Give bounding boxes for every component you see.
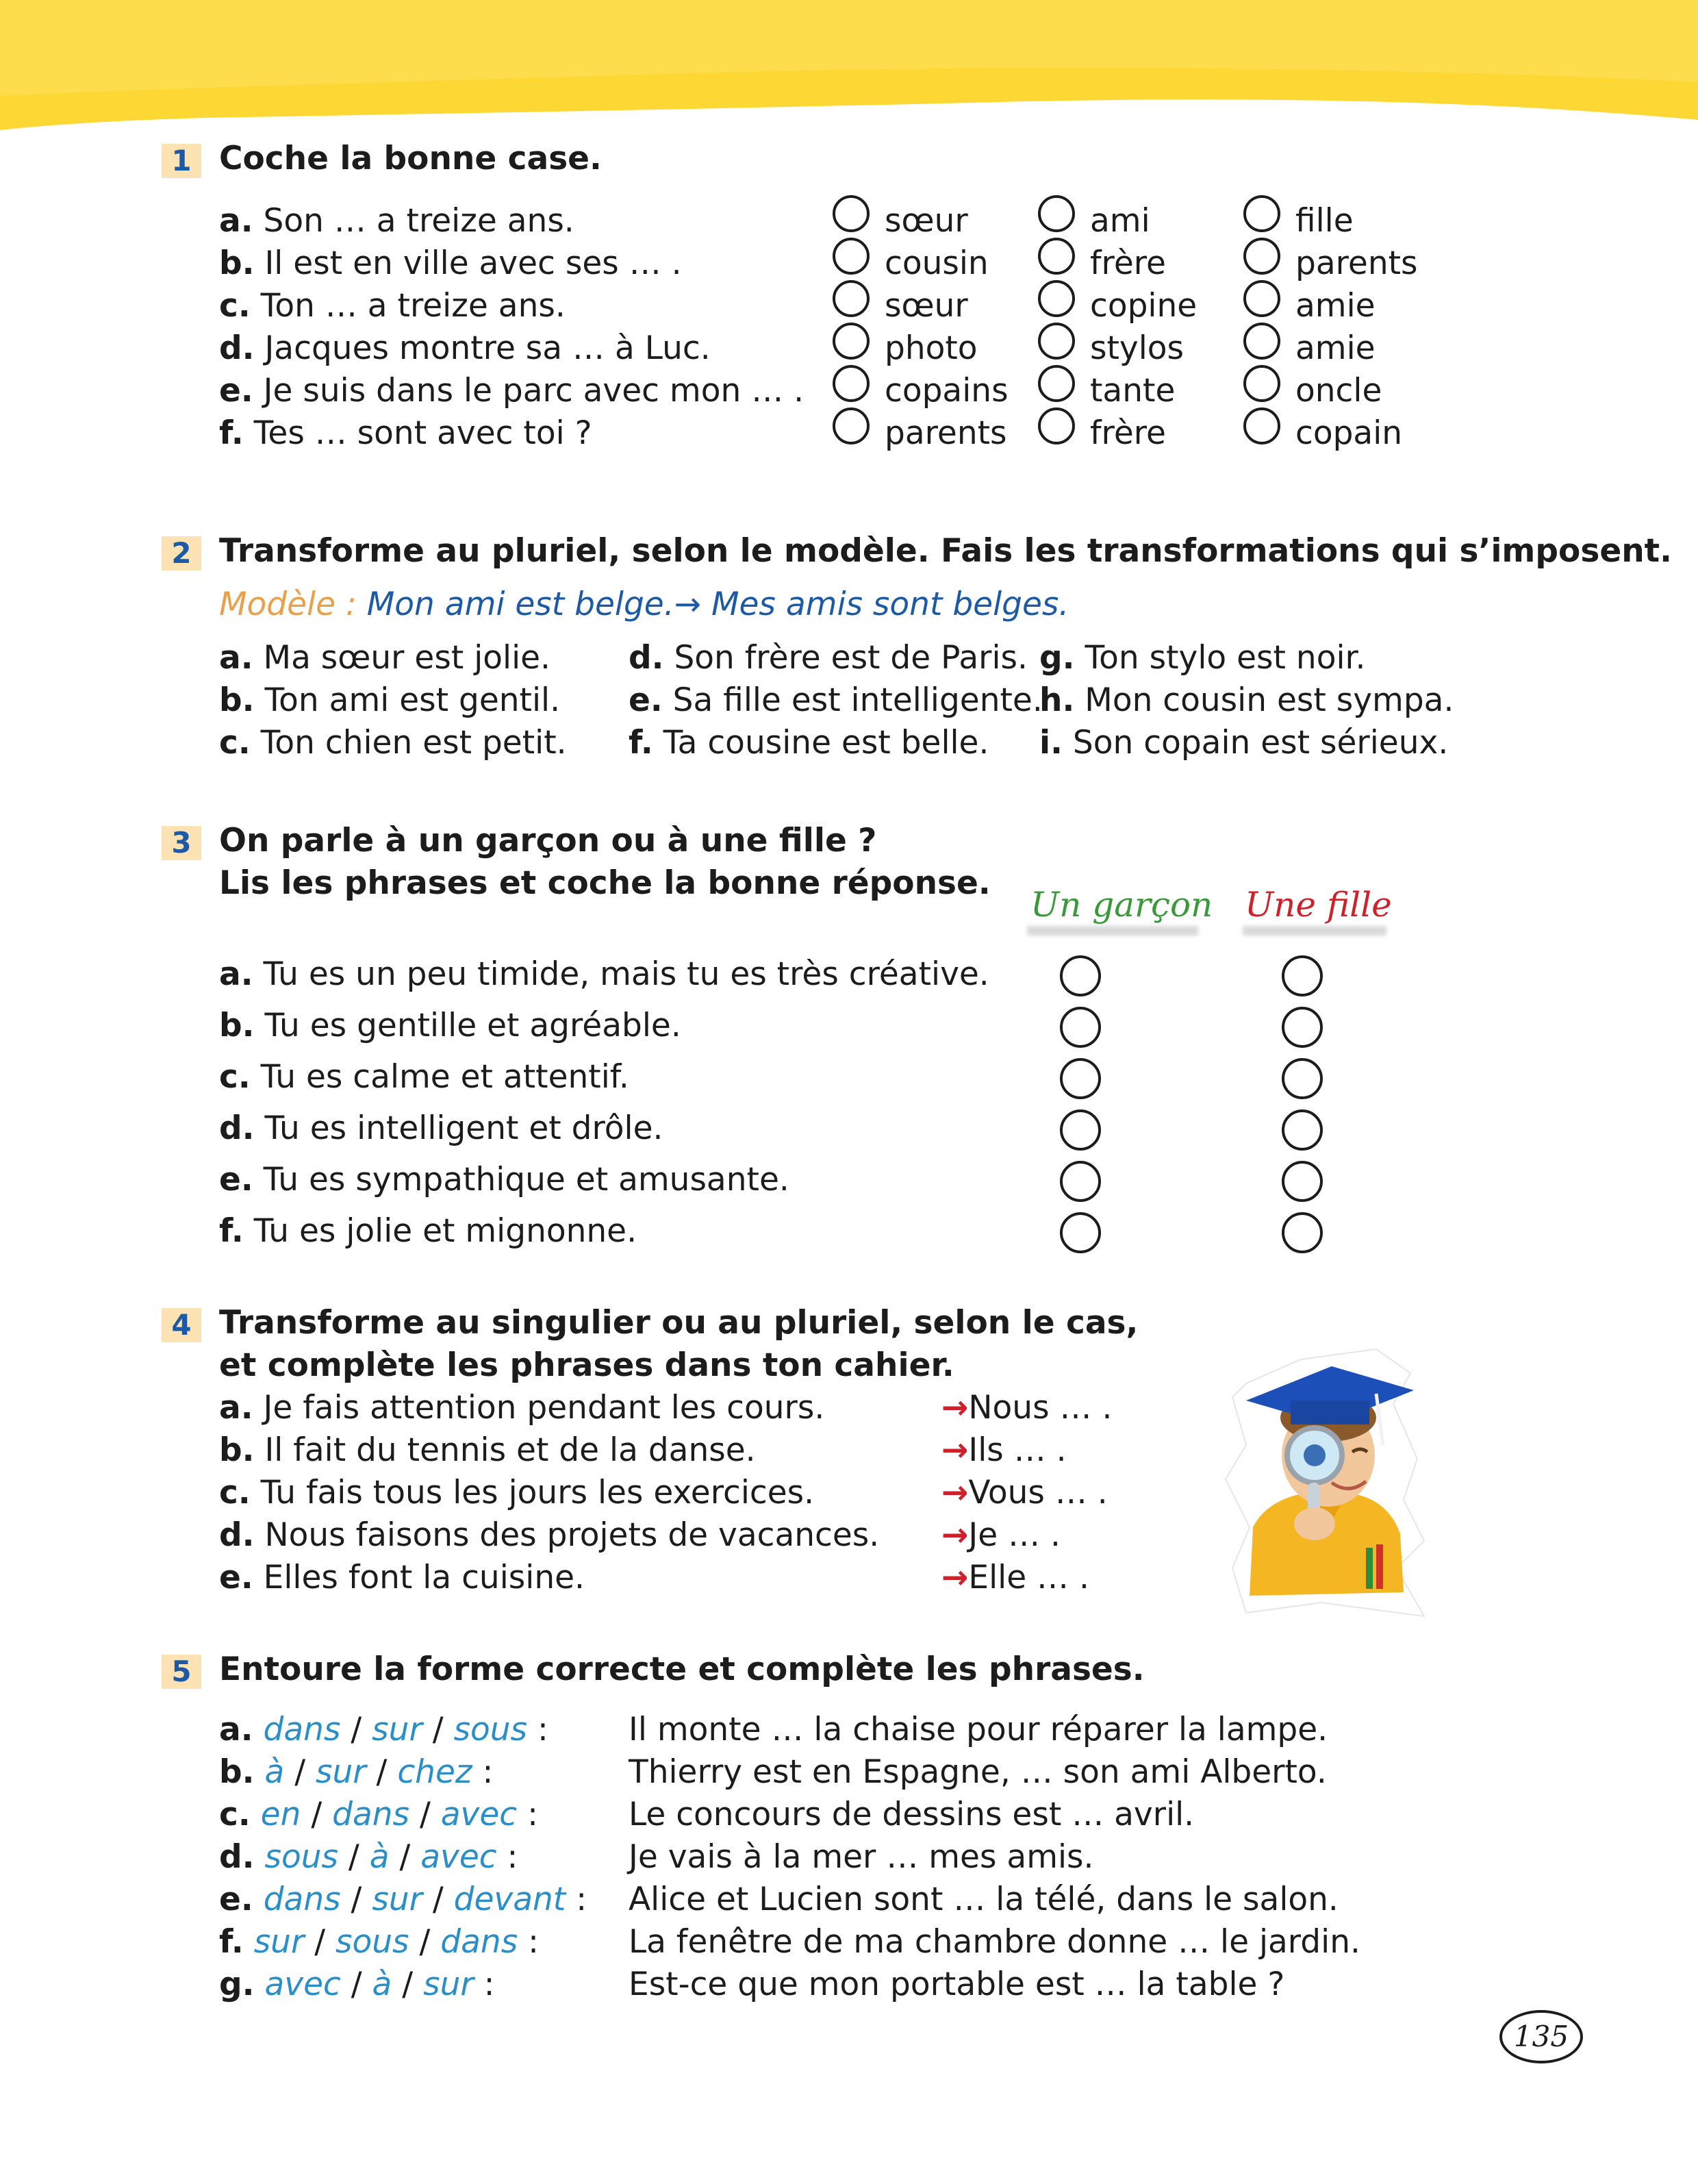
list-item: f. Ta cousine est belle.: [629, 724, 989, 762]
option-label: tante: [1090, 372, 1176, 410]
answer-prompt: →Nous … .: [941, 1389, 1113, 1427]
option-label: copain: [1295, 414, 1403, 452]
list-item: i. Son copain est sérieux.: [1039, 724, 1449, 762]
checkbox-circle[interactable]: [833, 407, 870, 444]
option-label: copains: [885, 372, 1009, 410]
checkbox-circle[interactable]: [1038, 365, 1075, 402]
choice-group: f. sur / sous / dans :: [219, 1923, 539, 1961]
red-arrow-icon: →: [941, 1389, 969, 1427]
column-header-shadow: [1243, 926, 1386, 936]
option-label: cousin: [885, 244, 989, 282]
exercise-3-title-line1: On parle à un garçon ou à une fille ?: [219, 822, 877, 859]
checkbox-circle[interactable]: [833, 365, 870, 402]
list-item: d. Jacques montre sa … à Luc.: [219, 329, 711, 367]
boy-with-magnifier-illustration: [1219, 1342, 1431, 1630]
girl-checkbox[interactable]: [1282, 1007, 1323, 1048]
list-item: b. Tu es gentille et agréable.: [219, 1007, 681, 1044]
checkbox-circle[interactable]: [1243, 280, 1280, 317]
exercise-3-title-line2: Lis les phrases et coche la bonne réponse.: [219, 864, 991, 902]
checkbox-circle[interactable]: [1038, 195, 1075, 232]
checkbox-circle[interactable]: [1243, 407, 1280, 444]
column-header-girl: Une fille: [1245, 885, 1392, 925]
list-item: e. Tu es sympathique et amusante.: [219, 1161, 789, 1198]
red-arrow-icon: →: [941, 1474, 969, 1511]
option-label: amie: [1295, 287, 1376, 325]
sentence: La fenêtre de ma chambre donne … le jardin.: [629, 1923, 1360, 1961]
exercise-5-title: Entoure la forme correcte et complète les phrases.: [219, 1650, 1145, 1688]
list-item: h. Mon cousin est sympa.: [1039, 681, 1454, 719]
list-item: c. Ton chien est petit.: [219, 724, 567, 762]
list-item: a. Ma sœur est jolie.: [219, 639, 550, 677]
red-arrow-icon: →: [941, 1431, 969, 1469]
choice-group: a. dans / sur / sous :: [219, 1711, 548, 1748]
model-label: Modèle :: [219, 586, 357, 623]
sentence: Alice et Lucien sont … la télé, dans le salon.: [629, 1881, 1339, 1918]
checkbox-circle[interactable]: [1038, 238, 1075, 275]
list-item: f. Tu es jolie et mignonne.: [219, 1212, 637, 1250]
girl-checkbox[interactable]: [1282, 1109, 1323, 1151]
answer-prompt: →Je … .: [941, 1516, 1061, 1554]
top-yellow-band: [0, 0, 1698, 137]
exercise-1-number: 1: [162, 144, 201, 178]
checkbox-circle[interactable]: [1038, 280, 1075, 317]
list-item: f. Tes … sont avec toi ?: [219, 414, 592, 452]
checkbox-circle[interactable]: [833, 238, 870, 275]
exercise-3-number: 3: [162, 826, 201, 860]
sentence: Il monte … la chaise pour réparer la lampe.: [629, 1711, 1328, 1748]
list-item: e. Sa fille est intelligente.: [629, 681, 1043, 719]
option-label: parents: [885, 414, 1007, 452]
exercise-2-title: Transforme au pluriel, selon le modèle. Fais les transformations qui s’imposent.: [219, 532, 1672, 570]
boy-checkbox[interactable]: [1060, 1212, 1101, 1253]
list-item: d. Nous faisons des projets de vacances.: [219, 1516, 880, 1554]
checkbox-circle[interactable]: [1243, 323, 1280, 360]
choice-group: b. à / sur / chez :: [219, 1753, 494, 1791]
answer-prompt: →Elle … .: [941, 1559, 1089, 1596]
red-arrow-icon: →: [941, 1516, 969, 1554]
page-number: 135: [1499, 2010, 1583, 2063]
answer-prompt: →Vous … .: [941, 1474, 1108, 1511]
boy-checkbox[interactable]: [1060, 1058, 1101, 1099]
red-arrow-icon: →: [941, 1559, 969, 1596]
option-label: frère: [1090, 244, 1166, 282]
option-label: fille: [1295, 202, 1354, 240]
girl-checkbox[interactable]: [1282, 1212, 1323, 1253]
checkbox-circle[interactable]: [1243, 238, 1280, 275]
column-header-boy: Un garçon: [1030, 885, 1213, 925]
option-label: ami: [1090, 202, 1150, 240]
option-label: sœur: [885, 287, 968, 325]
list-item: a. Son … a treize ans.: [219, 202, 574, 240]
list-item: c. Tu es calme et attentif.: [219, 1058, 629, 1096]
list-item: c. Tu fais tous les jours les exercices.: [219, 1474, 815, 1511]
list-item: b. Il est en ville avec ses … .: [219, 244, 682, 282]
boy-checkbox[interactable]: [1060, 1007, 1101, 1048]
checkbox-circle[interactable]: [1243, 365, 1280, 402]
list-item: e. Elles font la cuisine.: [219, 1559, 585, 1596]
model-text: Mon ami est belge.→ Mes amis sont belges.: [356, 586, 1069, 623]
exercise-4-title-line1: Transforme au singulier ou au pluriel, selon le cas,: [219, 1304, 1139, 1342]
option-label: amie: [1295, 329, 1376, 367]
choice-group: c. en / dans / avec :: [219, 1796, 538, 1833]
exercise-5-number: 5: [162, 1655, 201, 1689]
option-label: photo: [885, 329, 978, 367]
checkbox-circle[interactable]: [1038, 323, 1075, 360]
checkbox-circle[interactable]: [833, 280, 870, 317]
model-example: [219, 586, 1069, 623]
list-item: g. Ton stylo est noir.: [1039, 639, 1366, 677]
list-item: a. Tu es un peu timide, mais tu es très créative.: [219, 955, 989, 993]
boy-checkbox[interactable]: [1060, 1109, 1101, 1151]
exercise-4-title-line2: et complète les phrases dans ton cahier.: [219, 1346, 954, 1384]
boy-checkbox[interactable]: [1060, 955, 1101, 996]
list-item: d. Tu es intelligent et drôle.: [219, 1109, 663, 1147]
list-item: b. Ton ami est gentil.: [219, 681, 561, 719]
exercise-2-number: 2: [162, 536, 201, 570]
girl-checkbox[interactable]: [1282, 1058, 1323, 1099]
choice-group: d. sous / à / avec :: [219, 1838, 518, 1876]
girl-checkbox[interactable]: [1282, 1161, 1323, 1202]
checkbox-circle[interactable]: [833, 195, 870, 232]
option-label: stylos: [1090, 329, 1184, 367]
list-item: a. Je fais attention pendant les cours.: [219, 1389, 825, 1427]
choice-group: e. dans / sur / devant :: [219, 1881, 587, 1918]
list-item: c. Ton … a treize ans.: [219, 287, 566, 325]
exercise-1-title: Coche la bonne case.: [219, 140, 602, 177]
list-item: b. Il fait du tennis et de la danse.: [219, 1431, 756, 1469]
sentence: Le concours de dessins est … avril.: [629, 1796, 1195, 1833]
column-header-shadow: [1027, 926, 1198, 936]
list-item: d. Son frère est de Paris.: [629, 639, 1028, 677]
girl-checkbox[interactable]: [1282, 955, 1323, 996]
sentence: Je vais à la mer … mes amis.: [629, 1838, 1094, 1876]
boy-checkbox[interactable]: [1060, 1161, 1101, 1202]
choice-group: g. avec / à / sur :: [219, 1966, 495, 2003]
checkbox-circle[interactable]: [1038, 407, 1075, 444]
option-label: frère: [1090, 414, 1166, 452]
sentence: Est-ce que mon portable est … la table ?: [629, 1966, 1285, 2003]
option-label: oncle: [1295, 372, 1382, 410]
checkbox-circle[interactable]: [833, 323, 870, 360]
option-label: parents: [1295, 244, 1418, 282]
option-label: sœur: [885, 202, 968, 240]
checkbox-circle[interactable]: [1243, 195, 1280, 232]
exercise-4-number: 4: [162, 1308, 201, 1342]
answer-prompt: →Ils … .: [941, 1431, 1067, 1469]
sentence: Thierry est en Espagne, … son ami Alberto.: [629, 1753, 1327, 1791]
list-item: e. Je suis dans le parc avec mon … .: [219, 372, 804, 410]
option-label: copine: [1090, 287, 1198, 325]
